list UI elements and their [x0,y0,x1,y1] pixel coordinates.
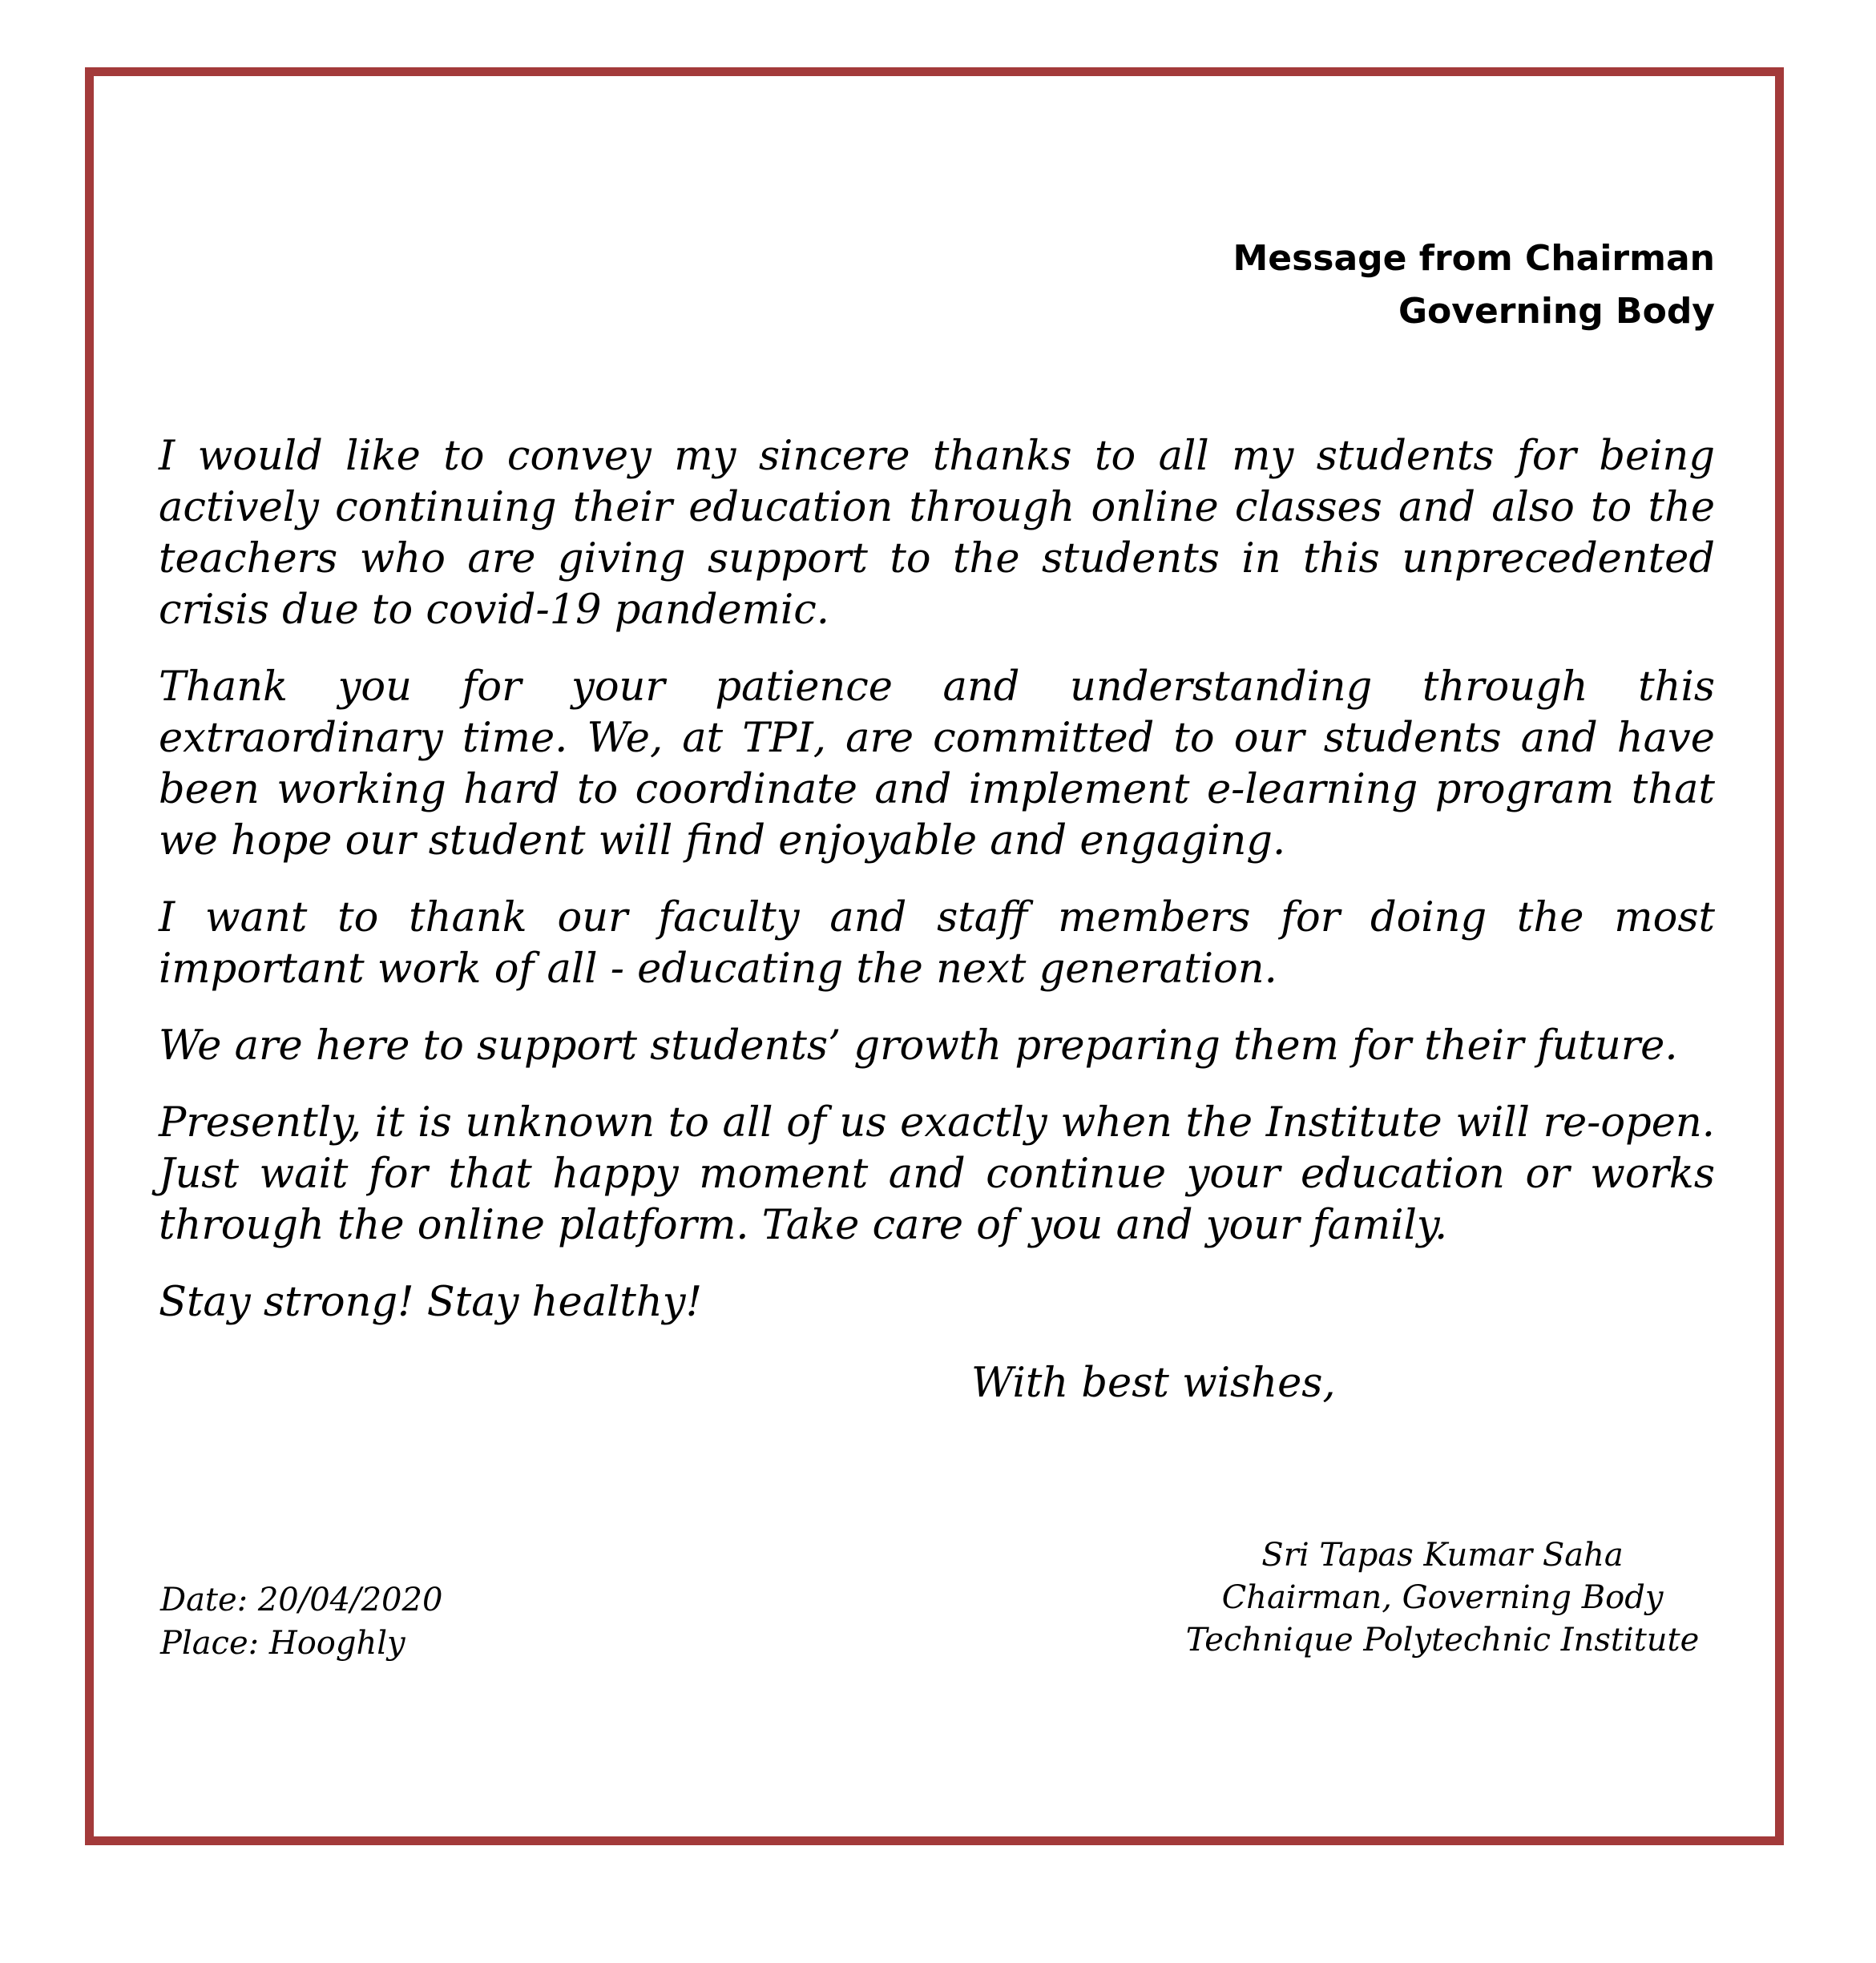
paragraph: I would like to convey my sincere thanks to all my students for being actively continuing their education through online classes and also to the teachers who are giving support to the students in this unprecedented crisis due to covid-19 pandemic. [159,433,1715,634]
date-place-block [160,1578,442,1665]
message-body [159,431,1715,1354]
paragraph: Stay strong! Stay healthy! [159,1279,703,1326]
heading-line-2: Governing Body [1398,291,1715,332]
paragraph: Thank you for your patience and understanding through this extraordinary time. We, at TPI, are committed to our students and have been working hard to coordinate and implement e-learning program that we hope our student will find enjoyable and engaging. [159,663,1715,865]
signature-block [1154,1534,1731,1662]
heading-line-1: Message from Chairman [1233,238,1715,279]
message-heading [1233,232,1715,338]
closing-line: With best wishes, [971,1360,1336,1407]
paragraph: I want to thank our faculty and staff members for doing the most important work of all - educating the next generation. [159,894,1715,993]
place-line: Place: Hooghly [160,1625,405,1662]
signatory-institution: Technique Polytechnic Institute [1185,1622,1700,1659]
paragraph: Presently, it is unknown to all of us exactly when the Institute will re-open. Just wait for that happy moment and continue your education or works through the online platform. Take care of you and your family. [159,1099,1715,1249]
signatory-title: Chairman, Governing Body [1221,1579,1664,1616]
paragraph: We are here to support students’ growth preparing them for their future. [159,1022,1678,1070]
signatory-name: Sri Tapas Kumar Saha [1261,1537,1624,1574]
date-line: Date: 20/04/2020 [160,1582,443,1618]
